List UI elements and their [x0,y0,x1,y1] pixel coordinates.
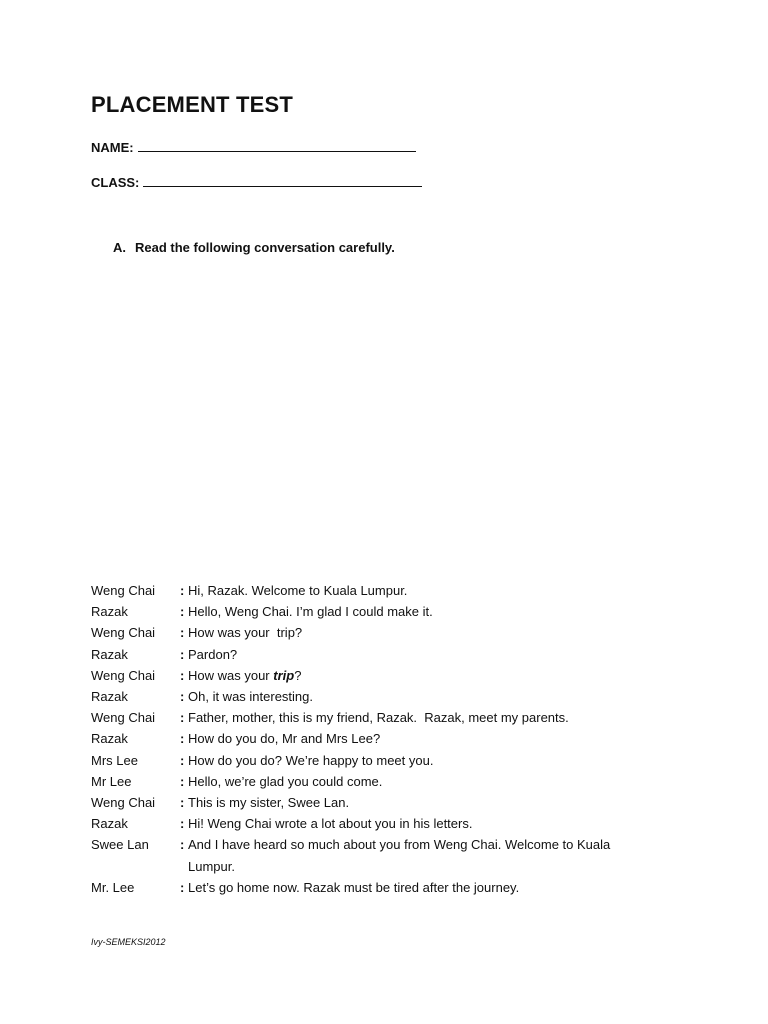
speaker: Weng Chai [91,667,156,683]
dialogue-line [91,665,691,686]
speaker: Razak [91,646,128,662]
dialogue-text: How do you do, Mr and Mrs Lee? [188,731,381,747]
dialogue-line [91,750,691,771]
separator: : [180,646,185,662]
emphasized-word: trip [273,667,295,683]
speaker: Mrs Lee [91,752,138,768]
class-field [91,174,422,190]
speaker: Weng Chai [91,795,156,811]
separator: : [180,667,185,683]
dialogue-text: And I have heard so much about you from Weng Chai. Welcome to Kuala Lumpur. [188,837,611,874]
dialogue-line [91,707,691,728]
speaker: Swee Lan [91,837,149,853]
section-marker: A. [113,240,126,255]
dialogue-text: Hi! Weng Chai wrote a lot about you in his letters. [188,816,473,832]
speaker: Mr. Lee [91,879,135,895]
dialogue-line [91,644,691,665]
separator: : [180,816,185,832]
separator: : [180,604,185,620]
dialogue-text: This is my sister, Swee Lan. [188,795,350,811]
class-label: CLASS: [91,175,140,190]
speaker: Razak [91,816,128,832]
speaker: Mr Lee [91,773,132,789]
separator: : [180,879,185,895]
dialogue-line [91,877,691,898]
dialogue-line [91,771,691,792]
footer-code: Ivy-SEMEKSI2012 [91,937,166,947]
dialogue-text-before: How was your [188,667,274,683]
name-field [91,139,416,155]
separator: : [180,625,185,641]
dialogue-text [188,665,691,686]
dialogue-text-after: ? [294,667,302,683]
dialogue-text: Father, mother, this is my friend, Razak. Razak, meet my parents. [188,710,569,726]
section-a-heading [113,240,395,255]
dialogue-line [91,728,691,749]
name-label: NAME: [91,140,134,155]
dialogue-line [91,580,691,601]
dialogue-text: How do you do? We’re happy to meet you. [188,752,434,768]
dialogue-line [91,622,691,643]
dialogue-line [91,686,691,707]
name-blank-line [138,139,416,152]
speaker: Weng Chai [91,710,156,726]
separator: : [180,583,185,598]
dialogue-text: Hello, we’re glad you could come. [188,773,383,789]
page-title: PLACEMENT TEST [91,92,294,117]
separator: : [180,837,185,853]
dialogue-line [91,834,691,876]
dialogue-text: How was your trip? [188,625,303,641]
dialogue-line [91,792,691,813]
separator: : [180,710,185,726]
speaker: Weng Chai [91,583,156,598]
separator: : [180,773,185,789]
dialogue-line [91,601,691,622]
dialogue-text: Pardon? [188,646,238,662]
dialogue-line [91,813,691,834]
separator: : [180,795,185,811]
dialogue-text: Hi, Razak. Welcome to Kuala Lumpur. [188,583,408,598]
separator: : [180,752,185,768]
class-blank-line [143,174,422,187]
separator: : [180,689,185,705]
speaker: Razak [91,604,128,620]
speaker: Weng Chai [91,625,156,641]
dialogue-text: Let’s go home now. Razak must be tired after the journey. [188,879,520,895]
conversation [91,580,691,898]
dialogue-text: Hello, Weng Chai. I’m glad I could make it. [188,604,433,620]
speaker: Razak [91,689,128,705]
speaker: Razak [91,731,128,747]
dialogue-text: Oh, it was interesting. [188,689,313,705]
section-instruction: Read the following conversation carefully. [135,240,395,255]
separator: : [180,731,185,747]
